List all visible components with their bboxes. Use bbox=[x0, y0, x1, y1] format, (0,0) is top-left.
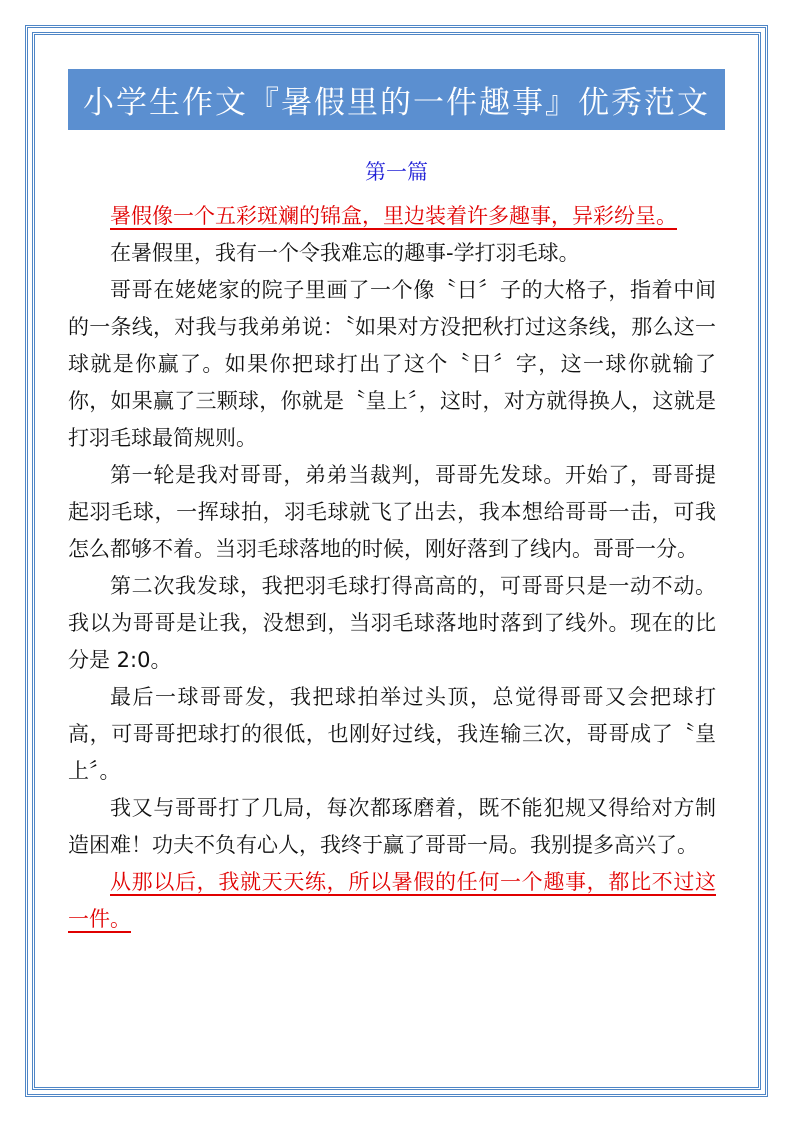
essay-body bbox=[68, 198, 716, 938]
section-heading: 第一篇 bbox=[365, 160, 428, 184]
paragraph: 我又与哥哥打了几局，每次都琢磨着，既不能犯规又得给对方制造困难！功夫不负有心人，我终于赢了哥哥一局。我别提多高兴了。 bbox=[68, 796, 716, 857]
page-title: 小学生作文『暑假里的一件趣事』优秀范文 bbox=[83, 85, 710, 121]
closing-paragraph: 从那以后，我就天天练，所以暑假的任何一个趣事，都比不过这一件。 bbox=[68, 870, 716, 931]
paragraph: 第一轮是我对哥哥，弟弟当裁判，哥哥先发球。开始了，哥哥提起羽毛球，一挥球拍，羽毛球就飞了出去，我本想给哥哥一击，可我怎么都够不着。当羽毛球落地的时候，刚好落到了线内。哥哥一分。 bbox=[68, 463, 716, 561]
paragraph: 最后一球哥哥发，我把球拍举过头顶，总觉得哥哥又会把球打高，可哥哥把球打的很低，也刚好过线，我连输三次，哥哥成了〝皇上〞。 bbox=[68, 685, 716, 783]
title-banner bbox=[68, 69, 725, 130]
paragraph: 哥哥在姥姥家的院子里画了一个像〝日〞子的大格子，指着中间的一条线，对我与我弟弟说：〝如果对方没把秋打过这条线，那么这一球就是你赢了。如果你把球打出了这个〝日〞字，这一球你就输了你，如果赢了三颗球，你就是〝皇上〞，这时，对方就得换人，这就是打羽毛球最简规则。 bbox=[68, 278, 716, 450]
paragraph: 第二次我发球，我把羽毛球打得高高的，可哥哥只是一动不动。我以为哥哥是让我，没想到，当羽毛球落地时落到了线外。现在的比分是 2:0。 bbox=[68, 574, 716, 672]
opening-paragraph: 暑假像一个五彩斑斓的锦盒，里边装着许多趣事，异彩纷呈。 bbox=[110, 204, 677, 228]
paragraph: 在暑假里，我有一个令我难忘的趣事-学打羽毛球。 bbox=[110, 241, 580, 265]
